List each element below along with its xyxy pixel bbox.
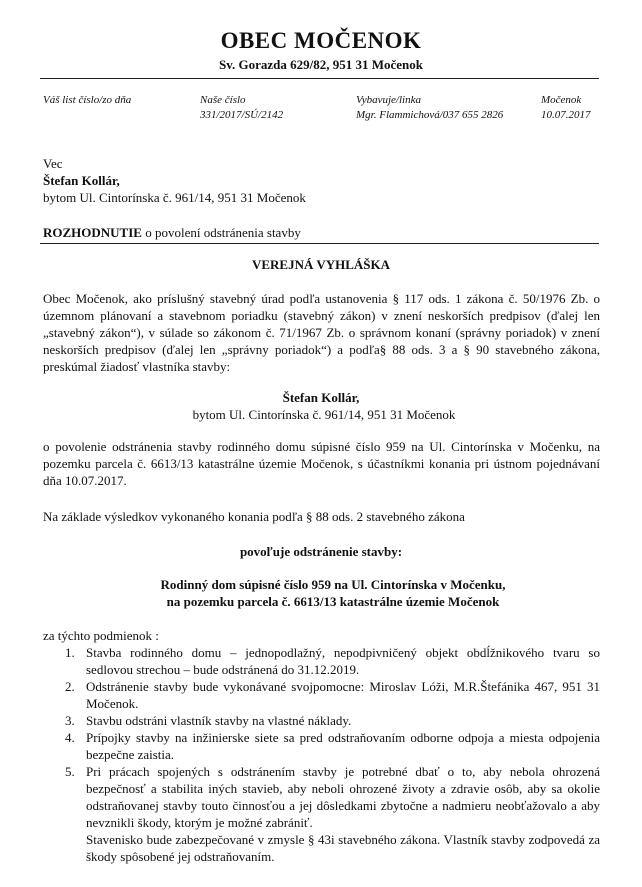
applicant-name: Štefan Kollár, xyxy=(282,390,360,405)
our-number-value: 331/2017/SÚ/2142 xyxy=(200,109,284,121)
our-number-label: Naše číslo xyxy=(200,94,246,106)
intro-paragraph: Obec Močenok, ako príslušný stavebný úrad podľa ustanovenia § 117 ods. 1 zákona č. 50/1976 Zb. o územnom plánovaní a stavebnom poriadku (stavebný zákon) v znení neskorších predpisov (ďalej len „stavebný zákon“), v súlade so zákonom č. 71/1967 Zb. o správnom konaní (správny poriadok) v znení neskorších predpisov (ďalej len „správny poriadok“) a podľa§ 88 ods. 3 a § 90 stavebného zákona, preskúmal žiadosť vlastníka stavby: xyxy=(43,291,600,374)
applicant-address: bytom Ul. Cintorínska č. 961/14, 951 31 Močenok xyxy=(192,407,456,422)
handled-by-value: Mgr. Flammichová/037 655 2826 xyxy=(356,109,504,121)
condition-number: 1. xyxy=(65,645,75,660)
recipient-address: bytom Ul. Cintorínska č. 961/14, 951 31 Močenok xyxy=(43,190,306,205)
condition-text: Stavbu odstráni vlastník stavby na vlastné náklady. xyxy=(86,713,352,728)
subject-bold: ROZHODNUTIE xyxy=(43,225,142,240)
public-notice-heading: VEREJNÁ VYHLÁŠKA xyxy=(251,257,391,272)
recipient-block xyxy=(43,155,600,206)
your-letter-label: Váš list číslo/zo dňa xyxy=(43,94,132,106)
condition-text: Prípojky stavby na inžinierske siete sa pred odstraňovaním odborne odpoja a miesta odpojenia bezpečne zaistia. xyxy=(86,730,600,762)
condition-item xyxy=(43,678,600,712)
condition-number: 3. xyxy=(65,713,75,728)
object-line-2: na pozemku parcela č. 6613/13 katastrálne územie Močenok xyxy=(166,594,500,609)
date-value: 10.07.2017 xyxy=(541,109,591,121)
permits-heading xyxy=(0,543,642,560)
municipality-address: Sv. Gorazda 629/82, 951 31 Močenok xyxy=(218,57,424,72)
subject-line xyxy=(43,224,600,241)
condition-number: 5. xyxy=(65,764,75,779)
subject-rest: o povolení odstránenia stavby xyxy=(141,225,301,240)
condition-extra-text: Stavenisko bude zabezpečované v zmysle § 43i stavebného zákona. Vlastník stavby zodpovedá za škody spôsobené jej odstraňovaním. xyxy=(86,832,600,864)
our-number-column xyxy=(200,93,283,123)
request-paragraph: o povolenie odstránenia stavby rodinného domu súpisné číslo 959 na Ul. Cintorínska v Močenku, na pozemku parcela č. 6613/13 katastrálne územie Močenok, s účastníkmi konania pri ústnom pojednávaní dňa 10.07.2017. xyxy=(43,439,600,488)
subject-divider xyxy=(40,243,599,244)
recipient-name: Štefan Kollár, xyxy=(43,173,120,188)
header-divider xyxy=(40,78,599,79)
date-column xyxy=(541,93,591,123)
condition-item xyxy=(43,763,600,865)
condition-item xyxy=(43,729,600,763)
object-block xyxy=(0,576,642,610)
conditions-intro: za týchto podmienok : xyxy=(43,628,159,643)
permits-rest: odstránenie stavby: xyxy=(290,544,403,559)
condition-item xyxy=(43,644,600,678)
handled-by-label: Vybavuje/linka xyxy=(356,94,421,106)
permits-verb: povoľuje xyxy=(239,544,291,559)
condition-text: Stavba rodinného domu – jednopodlažný, nepodpivničený objekt obdĺžnikového tvaru so sedlovou strechou – bude odstránená do 31.12.2019. xyxy=(86,645,600,677)
condition-number: 2. xyxy=(65,679,75,694)
condition-text: Odstránenie stavby bude vykonávané svojpomocne: Miroslav Lóži, M.R.Štefánika 467, 951 31 Močenok. xyxy=(86,679,600,711)
basis-paragraph: Na základe výsledkov vykonaného konania podľa § 88 ods. 2 stavebného zákona xyxy=(43,509,465,524)
municipality-title: OBEC MOČENOK xyxy=(220,28,422,53)
recipient-vec: Vec xyxy=(43,156,63,171)
object-line-1: Rodinný dom súpisné číslo 959 na Ul. Cintorínska v Močenku, xyxy=(160,577,506,592)
condition-item xyxy=(43,712,600,729)
conditions-list xyxy=(43,644,600,865)
place-label: Močenok xyxy=(541,94,582,106)
handled-by-column xyxy=(356,93,503,123)
condition-number: 4. xyxy=(65,730,75,745)
applicant-block xyxy=(0,389,642,423)
your-letter-column xyxy=(43,93,131,108)
condition-text: Pri prácach spojených s odstránením stavby je potrebné dbať o to, aby nebola ohrozená bezpečnosť a stabilita iných stavieb, aby neboli ohrozené životy a zdravie osôb, aby sa okolie odstraňovanej stavby touto činnosťou a jej dôsledkami zbytočne a nadmieru neobťažovalo a aby nevznikli škody, ktorým je možné zabrániť. xyxy=(86,764,600,830)
